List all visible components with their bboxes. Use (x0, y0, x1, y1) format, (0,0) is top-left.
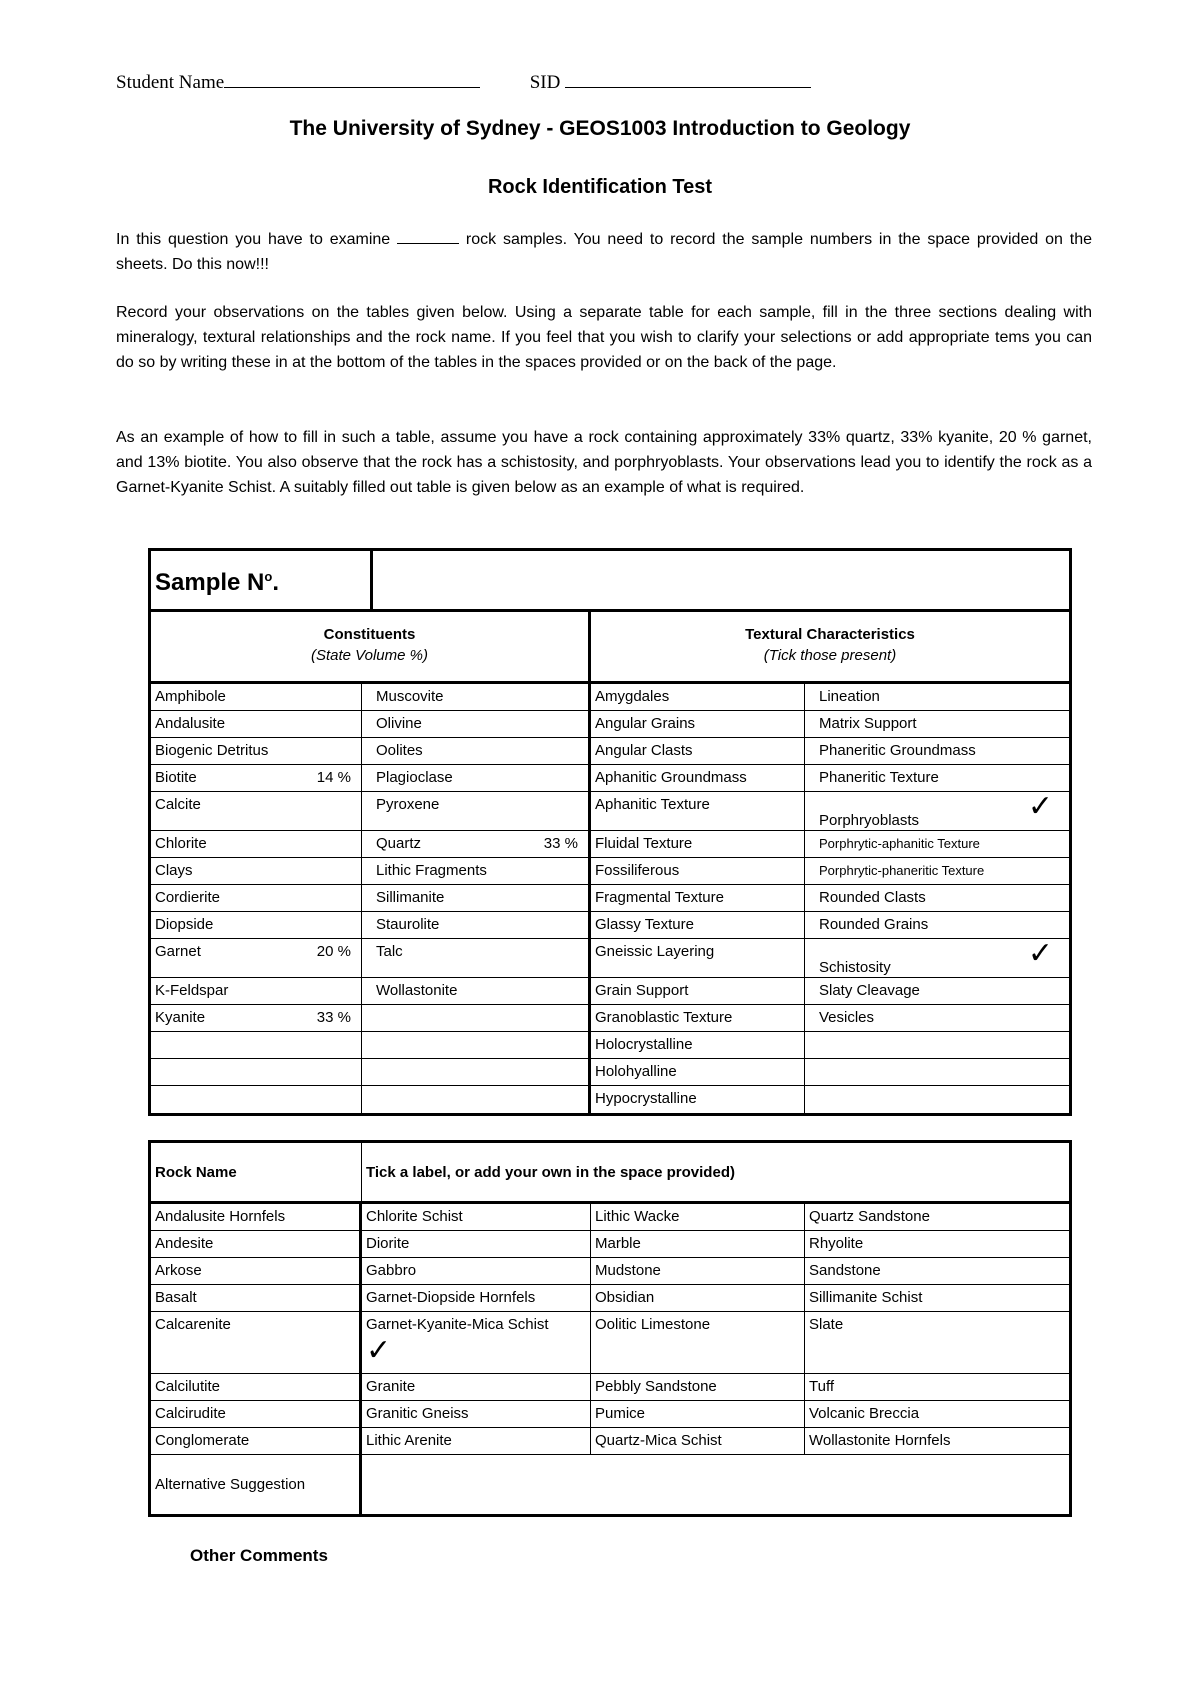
texture-label: Aphanitic Texture (595, 796, 710, 813)
texture-label: Slaty Cleavage (819, 982, 920, 999)
texture-cell[interactable] (591, 1005, 805, 1032)
rock-name-label: Lithic Arenite (366, 1432, 452, 1449)
rock-name-table (148, 1140, 1072, 1517)
mineral-label: Clays (155, 862, 193, 879)
textural-title: Textural Characteristics (745, 626, 915, 643)
rock-name-label: Conglomerate (155, 1432, 250, 1449)
rock-name-label: Lithic Wacke (595, 1208, 680, 1225)
texture-label: Angular Grains (595, 715, 696, 732)
rock-name-label: Quartz Sandstone (809, 1208, 930, 1225)
constituent-cell[interactable] (151, 885, 362, 912)
rock-name-label: Sandstone (809, 1262, 881, 1279)
constituent-cell[interactable] (151, 738, 362, 765)
checkmark-icon: ✓ (1027, 937, 1053, 970)
mineral-label: Oolites (376, 742, 423, 759)
mineral-label: Muscovite (376, 688, 444, 705)
rock-name-option[interactable] (362, 1231, 591, 1258)
rock-name-label: Pumice (595, 1405, 646, 1422)
rock-name-label: Calcirudite (155, 1405, 226, 1422)
texture-cell[interactable] (805, 1005, 1069, 1032)
texture-cell[interactable] (591, 792, 805, 831)
mineral-label: Garnet (155, 943, 201, 960)
rock-name-option[interactable] (805, 1231, 1069, 1258)
textural-header (591, 612, 1069, 684)
page-title: The University of Sydney - GEOS1003 Introduction to Geology (289, 117, 911, 140)
constituent-cell[interactable] (362, 711, 591, 738)
mineral-label: Biotite (155, 769, 197, 786)
constituent-cell[interactable] (151, 684, 362, 711)
texture-cell[interactable] (591, 711, 805, 738)
rock-name-option[interactable] (591, 1374, 805, 1401)
texture-label: Lineation (819, 688, 880, 705)
rock-name-option[interactable] (151, 1285, 362, 1312)
rock-name-label: Garnet-Kyanite-Mica Schist (366, 1316, 549, 1333)
texture-cell[interactable] (591, 1086, 805, 1113)
texture-cell[interactable] (805, 765, 1069, 792)
constituent-cell[interactable] (362, 738, 591, 765)
constituent-cell[interactable] (362, 684, 591, 711)
constituent-cell[interactable] (151, 939, 362, 978)
rock-name-label: Pebbly Sandstone (595, 1378, 717, 1395)
texture-label: Angular Clasts (595, 742, 693, 759)
intro-paragraph-3: As an example of how to fill in such a table, assume you have a rock containing approximately 33% quartz, 33% kyanite, 20 % garnet, and 13% biotite. You also observe that the rock has a schistosity, and porphryoblasts. Your observations lead you to identify the rock as a Garnet-Kyanite Schist. A suitably filled out table is given below as an example of what is required. (116, 429, 1092, 496)
mineral-label: Calcite (155, 796, 201, 813)
constituents-title: Constituents (323, 626, 416, 643)
rock-name-label: Granitic Gneiss (366, 1405, 469, 1422)
texture-cell[interactable] (805, 711, 1069, 738)
texture-cell[interactable] (805, 792, 1069, 831)
rock-name-label: Diorite (366, 1235, 410, 1252)
volume-percent: 33 % (543, 835, 578, 852)
volume-percent: 14 % (316, 769, 351, 786)
constituent-cell[interactable] (362, 885, 591, 912)
constituents-header (151, 612, 591, 684)
rock-name-option[interactable] (362, 1204, 591, 1231)
rock-name-label: Andalusite Hornfels (155, 1208, 286, 1225)
rock-name-option[interactable] (151, 1258, 362, 1285)
rock-name-option[interactable] (362, 1258, 591, 1285)
constituent-cell[interactable] (151, 1032, 362, 1059)
rock-name-option[interactable] (805, 1285, 1069, 1312)
rock-name-label: Calcarenite (155, 1316, 231, 1333)
constituent-cell[interactable] (151, 792, 362, 831)
texture-label: Porphryoblasts (819, 812, 920, 829)
mineral-label: Plagioclase (376, 769, 453, 786)
mineral-label: Amphibole (155, 688, 226, 705)
texture-label: Amygdales (595, 688, 670, 705)
constituent-cell[interactable] (151, 765, 362, 792)
constituent-cell[interactable] (362, 1059, 591, 1086)
texture-cell[interactable] (591, 1059, 805, 1086)
texture-cell[interactable] (591, 939, 805, 978)
texture-cell[interactable] (591, 978, 805, 1005)
student-info-line (116, 72, 811, 94)
texture-label: Fluidal Texture (595, 835, 693, 852)
mineral-label: Andalusite (155, 715, 226, 732)
rock-name-option[interactable] (591, 1428, 805, 1455)
texture-cell[interactable] (805, 858, 1069, 885)
mineral-label: K-Feldspar (155, 982, 229, 999)
constituent-cell[interactable] (151, 1059, 362, 1086)
page-subtitle: Rock Identification Test (487, 176, 713, 198)
constituent-cell[interactable] (151, 831, 362, 858)
texture-cell[interactable] (591, 765, 805, 792)
rock-name-label: Granite (366, 1378, 416, 1395)
texture-cell[interactable] (805, 1059, 1069, 1086)
constituent-cell[interactable] (151, 1086, 362, 1113)
mineral-label: Staurolite (376, 916, 440, 933)
checkmark-icon: ✓ (366, 1334, 392, 1367)
mineral-label: Biogenic Detritus (155, 742, 269, 759)
texture-label: Holocrystalline (595, 1036, 693, 1053)
rock-name-label: Chlorite Schist (366, 1208, 463, 1225)
sample-number-label: Sample $N^o$. (151, 551, 373, 612)
texture-cell[interactable] (591, 858, 805, 885)
rock-name-option[interactable] (151, 1204, 362, 1231)
rock-name-option[interactable] (591, 1258, 805, 1285)
texture-cell[interactable] (805, 738, 1069, 765)
rock-name-option[interactable] (805, 1204, 1069, 1231)
constituent-cell[interactable] (362, 912, 591, 939)
intro-paragraph-1 (116, 227, 1092, 277)
rock-name-option[interactable] (591, 1285, 805, 1312)
constituent-cell[interactable] (151, 711, 362, 738)
rock-name-label: Oolitic Limestone (595, 1316, 711, 1333)
mineral-label: Kyanite (155, 1009, 206, 1026)
sid-field[interactable] (565, 73, 811, 88)
mineral-label: Lithic Fragments (376, 862, 487, 879)
texture-label: Rounded Clasts (819, 889, 926, 906)
student-name-field[interactable] (224, 73, 480, 88)
texture-cell[interactable] (591, 1032, 805, 1059)
constituents-subtitle: (State Volume %) (311, 647, 428, 664)
rock-name-option[interactable] (591, 1231, 805, 1258)
mineral-label: Talc (376, 943, 403, 960)
sample-number-field[interactable] (373, 551, 1069, 612)
rock-name-option[interactable] (591, 1204, 805, 1231)
rock-name-label: Marble (595, 1235, 641, 1252)
rock-name-label: Sillimanite Schist (809, 1289, 923, 1306)
sample-count-blank[interactable] (397, 229, 459, 244)
rock-name-option[interactable] (151, 1374, 362, 1401)
constituent-cell[interactable] (151, 912, 362, 939)
constituent-cell[interactable] (362, 831, 591, 858)
rock-name-option[interactable] (362, 1312, 591, 1374)
constituent-cell[interactable] (151, 858, 362, 885)
texture-cell[interactable] (805, 1032, 1069, 1059)
rock-name-label: Tuff (809, 1378, 835, 1395)
texture-label: Porphrytic-aphanitic Texture (819, 836, 980, 851)
rock-name-label: Quartz-Mica Schist (595, 1432, 722, 1449)
rock-name-label: Arkose (155, 1262, 202, 1279)
texture-cell[interactable] (591, 912, 805, 939)
rock-name-option[interactable] (362, 1374, 591, 1401)
rock-name-option[interactable] (362, 1401, 591, 1428)
rock-name-option[interactable] (362, 1285, 591, 1312)
intro-p1-after: rock samples. You need to record the sample numbers in the space provided on the sheets. Do this now!!! (116, 231, 1093, 273)
rock-name-option[interactable] (591, 1312, 805, 1374)
volume-percent: 20 % (316, 943, 351, 960)
mineral-label: Diopside (155, 916, 214, 933)
sid-label: SID (529, 72, 561, 93)
mineral-label: Cordierite (155, 889, 221, 906)
texture-cell[interactable] (591, 684, 805, 711)
texture-label: Rounded Grains (819, 916, 929, 933)
texture-cell[interactable] (805, 939, 1069, 978)
texture-label: Grain Support (595, 982, 689, 999)
texture-label: Phaneritic Texture (819, 769, 939, 786)
constituent-cell[interactable] (362, 1086, 591, 1113)
alternative-suggestion-label: Alternative Suggestion (151, 1455, 362, 1514)
texture-label: Gneissic Layering (595, 943, 715, 960)
mineral-label: Sillimanite (376, 889, 445, 906)
rock-name-label: Wollastonite Hornfels (809, 1432, 951, 1449)
rock-name-label: Rock Name (151, 1143, 362, 1204)
sample-table (148, 548, 1072, 1116)
rock-name-label: Gabbro (366, 1262, 417, 1279)
rock-name-option[interactable] (805, 1312, 1069, 1374)
rock-name-label: Rhyolite (809, 1235, 864, 1252)
rock-name-option[interactable] (151, 1401, 362, 1428)
texture-label: Hypocrystalline (595, 1090, 697, 1107)
rock-name-option[interactable] (151, 1428, 362, 1455)
intro-p1-before: In this question you have to examine (116, 231, 391, 248)
other-comments-label: Other Comments (190, 1546, 328, 1565)
constituent-cell[interactable] (151, 978, 362, 1005)
texture-label: Phaneritic Groundmass (819, 742, 976, 759)
rock-name-label: Andesite (155, 1235, 214, 1252)
texture-label: Holohyalline (595, 1063, 677, 1080)
texture-label: Fragmental Texture (595, 889, 724, 906)
texture-label: Schistosity (819, 959, 891, 976)
constituent-cell[interactable] (362, 858, 591, 885)
rock-name-option[interactable] (362, 1428, 591, 1455)
student-name-label: Student Name (116, 72, 225, 93)
constituent-cell[interactable] (362, 1005, 591, 1032)
rock-name-option[interactable] (805, 1428, 1069, 1455)
alternative-suggestion-field[interactable] (362, 1455, 1069, 1514)
texture-cell[interactable] (591, 885, 805, 912)
rock-name-label: Volcanic Breccia (809, 1405, 920, 1422)
texture-cell[interactable] (591, 831, 805, 858)
rock-name-label: Calcilutite (155, 1378, 221, 1395)
rock-name-option[interactable] (805, 1401, 1069, 1428)
texture-cell[interactable] (805, 978, 1069, 1005)
constituent-cell[interactable] (362, 792, 591, 831)
constituent-cell[interactable] (362, 1032, 591, 1059)
constituent-cell[interactable] (362, 978, 591, 1005)
checkmark-icon: ✓ (1027, 790, 1053, 823)
volume-percent: 33 % (316, 1009, 351, 1026)
rock-name-label: Garnet-Diopside Hornfels (366, 1289, 536, 1306)
texture-label: Matrix Support (819, 715, 917, 732)
rock-name-option[interactable] (805, 1374, 1069, 1401)
intro-paragraph-2: Record your observations on the tables given below. Using a separate table for each sample, fill in the three sections dealing with mineralogy, textural relationships and the rock name. If you feel that you wish to clarify your selections or add appropriate tems you can do so by writing these in at the bottom of the tables in the spaces provided or on the back of the page. (116, 304, 1092, 371)
rock-name-option[interactable] (591, 1401, 805, 1428)
constituent-cell[interactable] (151, 1005, 362, 1032)
rock-name-label: Obsidian (595, 1289, 655, 1306)
texture-label: Aphanitic Groundmass (595, 769, 747, 786)
rock-name-instruction: Tick a label, or add your own in the space provided) (362, 1143, 1069, 1204)
texture-label: Granoblastic Texture (595, 1009, 733, 1026)
texture-cell[interactable] (805, 912, 1069, 939)
texture-cell[interactable] (805, 885, 1069, 912)
mineral-label: Chlorite (155, 835, 207, 852)
constituent-cell[interactable] (362, 939, 591, 978)
texture-label: Glassy Texture (595, 916, 694, 933)
rock-name-label: Slate (809, 1316, 844, 1333)
mineral-label: Pyroxene (376, 796, 440, 813)
texture-label: Porphrytic-phaneritic Texture (819, 863, 985, 878)
textural-subtitle: (Tick those present) (763, 647, 897, 664)
rock-name-option[interactable] (805, 1258, 1069, 1285)
texture-label: Vesicles (819, 1009, 875, 1026)
rock-name-option[interactable] (151, 1312, 362, 1374)
rock-name-label: Mudstone (595, 1262, 661, 1279)
constituent-cell[interactable] (362, 765, 591, 792)
texture-cell[interactable] (591, 738, 805, 765)
rock-name-option[interactable] (151, 1231, 362, 1258)
texture-cell[interactable] (805, 831, 1069, 858)
texture-cell[interactable] (805, 1086, 1069, 1113)
texture-cell[interactable] (805, 684, 1069, 711)
rock-name-label: Basalt (155, 1289, 197, 1306)
texture-label: Fossiliferous (595, 862, 680, 879)
mineral-label: Olivine (376, 715, 422, 732)
mineral-label: Quartz (376, 835, 422, 852)
mineral-label: Wollastonite (376, 982, 458, 999)
